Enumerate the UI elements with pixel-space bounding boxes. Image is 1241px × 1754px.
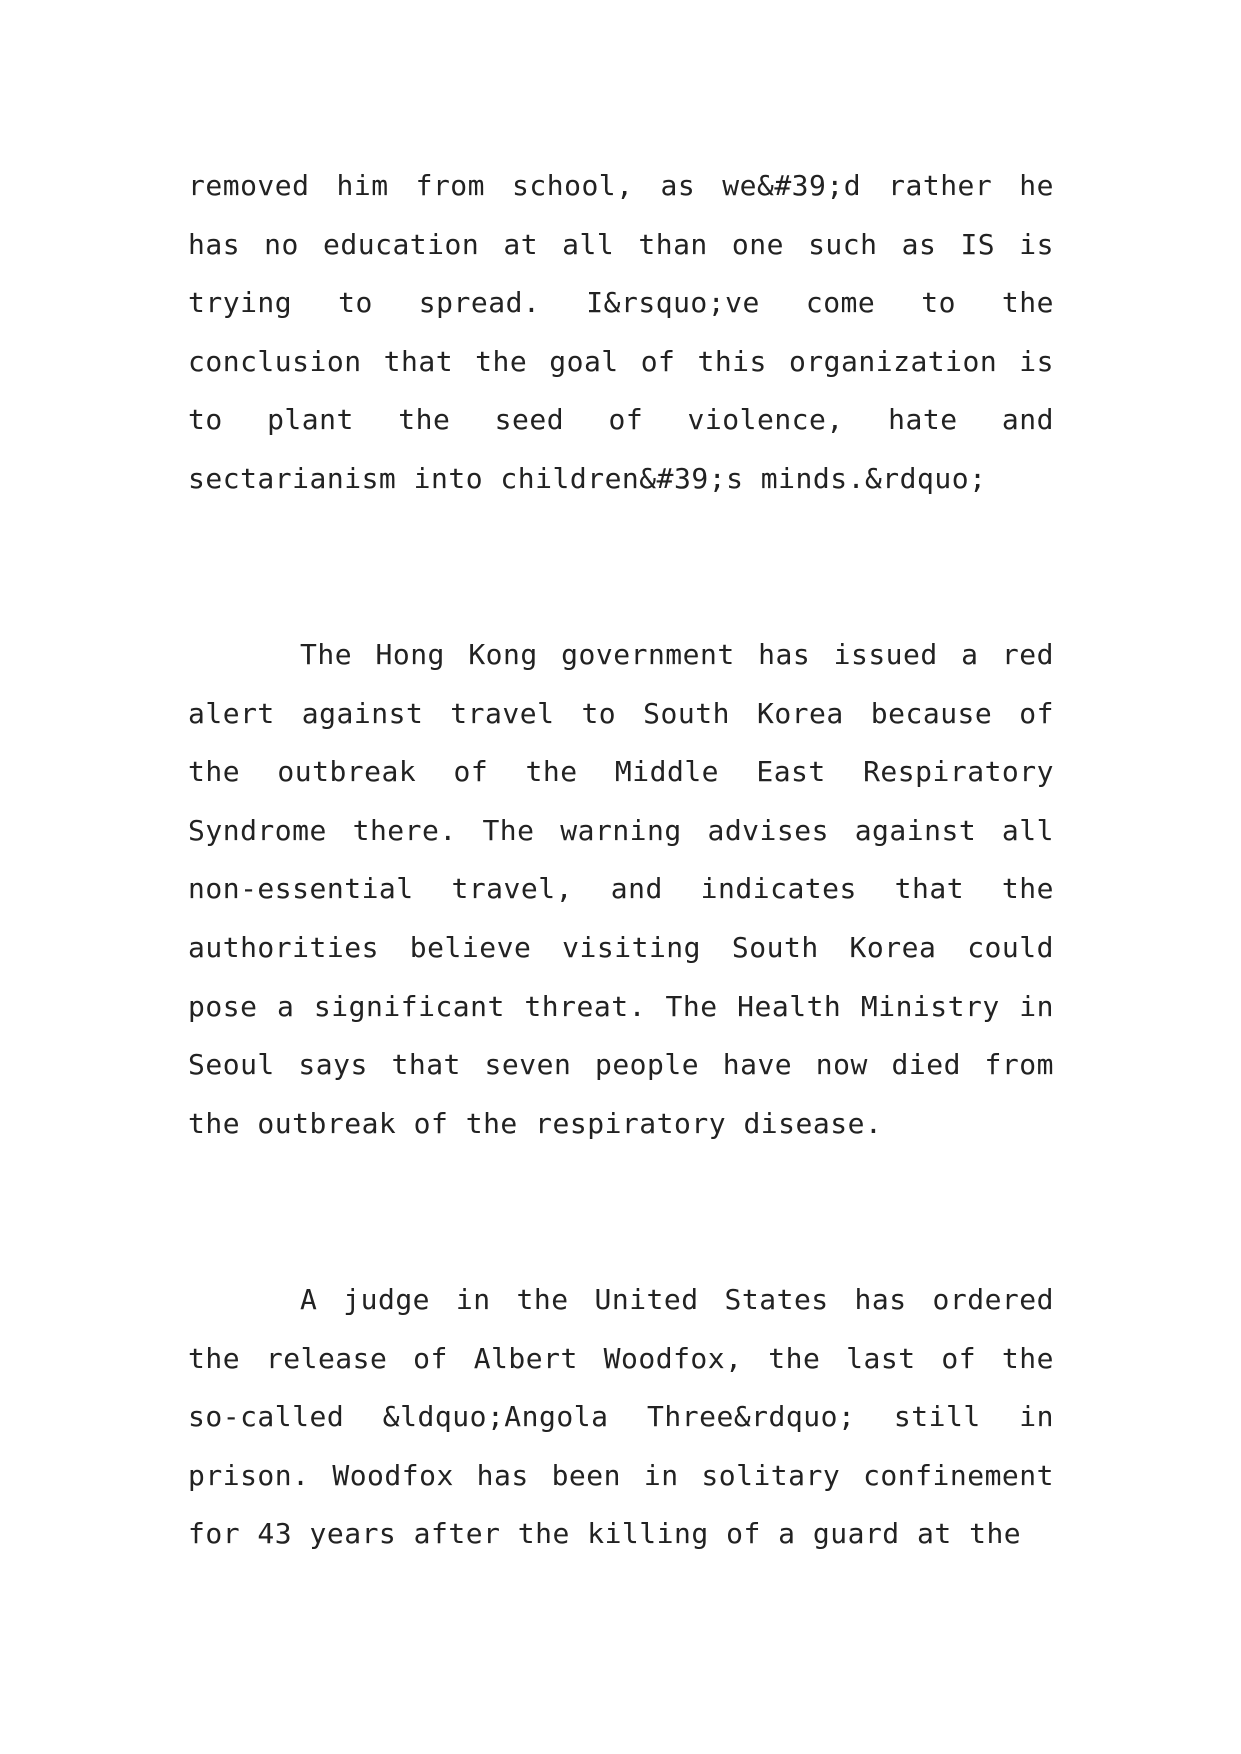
paragraph-angola-three: A judge in the United States has ordered the release of Albert Woodfox, the last of the so-called &ldquo;Angola Three&rdquo; still in prison. Woodfox has been in solitary confinement for 43 years after the killing of a guard at the (188, 1283, 1054, 1551)
paragraph-hong-kong-red-alert: The Hong Kong government has issued a red alert against travel to South Korea because of the outbreak of the Middle East Respiratory Syndrome there. The warning advises against all non-essential travel, and indicates that the authorities believe visiting South Korea could pose a significant threat. The Health Ministry in Seoul says that seven people have now died from the outbreak of the respiratory disease. (188, 638, 1054, 1140)
paragraph-is-education: removed him from school, as we&#39;d rather he has no education at all than one such as IS is trying to spread. I&rsquo;ve come to the conclusion that the goal of this organization is to plant the seed of violence, hate and sectarianism into children&#39;s minds.&rdquo; (188, 169, 1054, 495)
